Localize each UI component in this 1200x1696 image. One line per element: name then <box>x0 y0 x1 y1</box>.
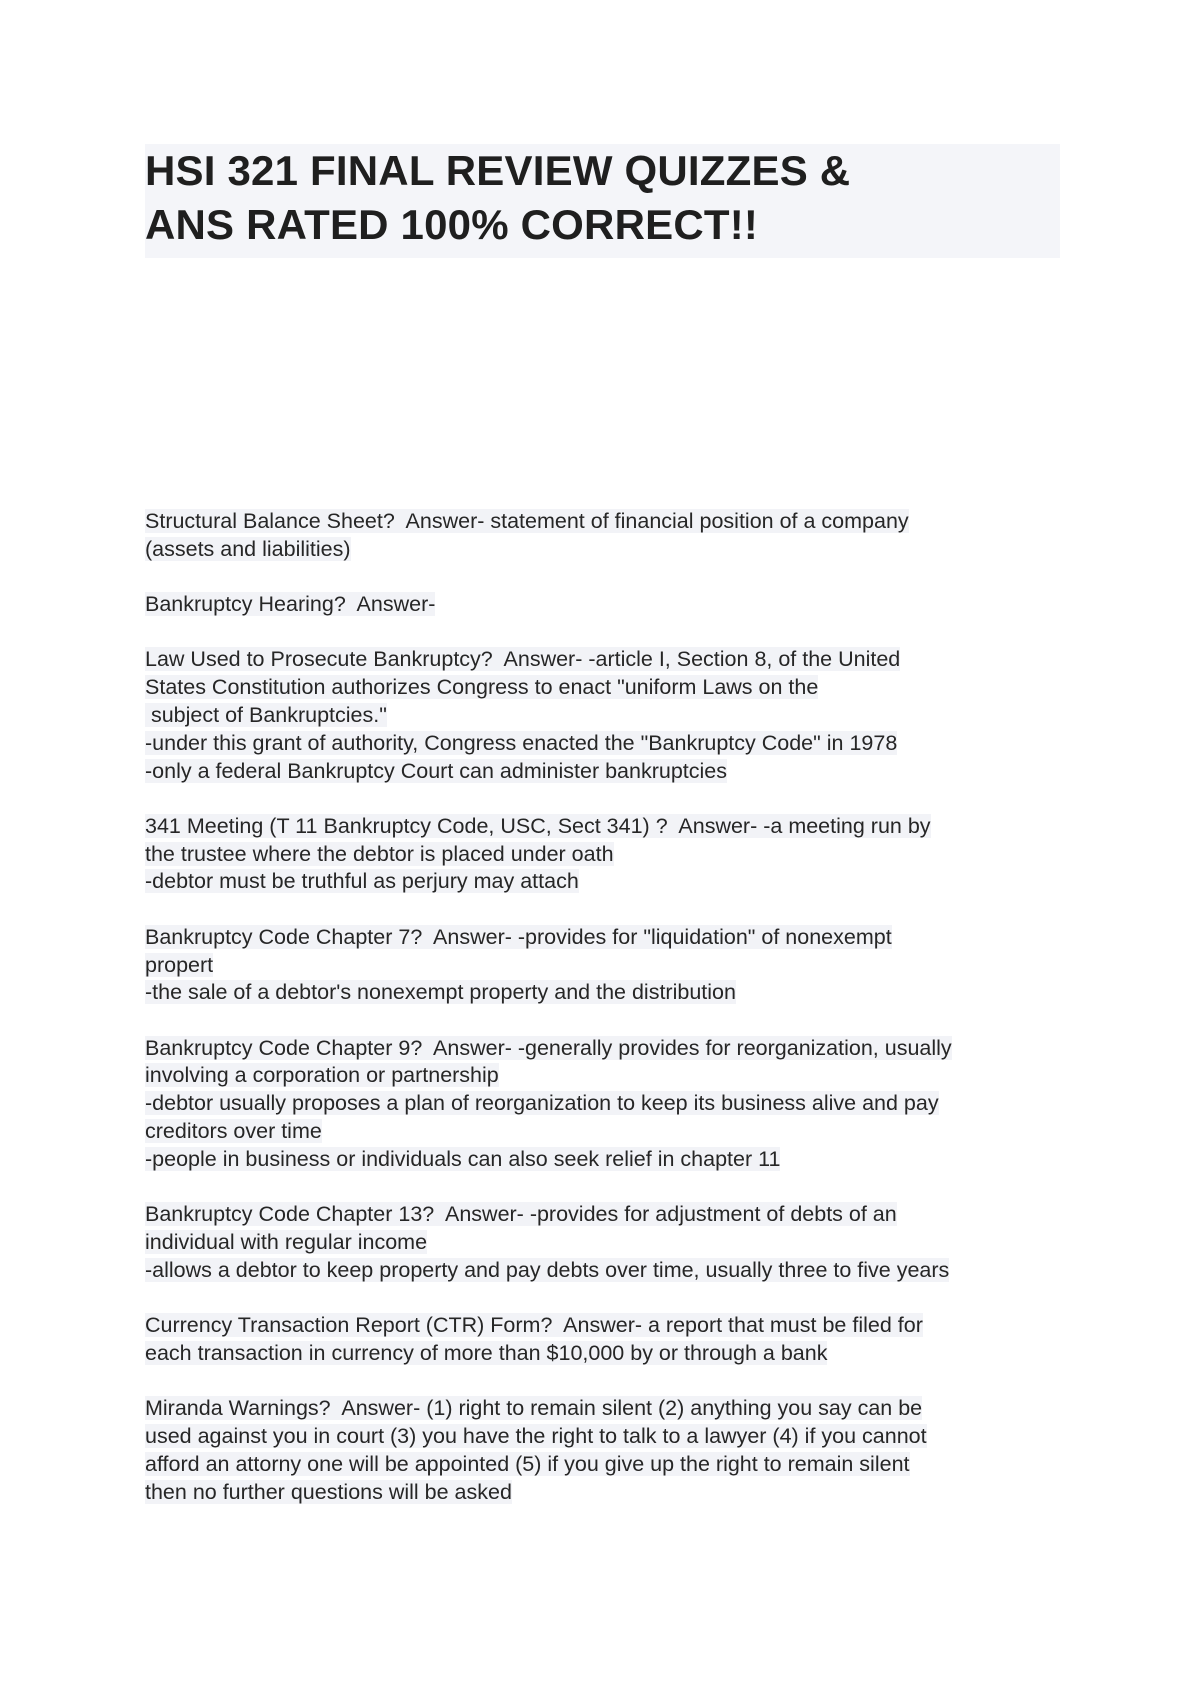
qa-line: States Constitution authorizes Congress to enact "uniform Laws on the <box>145 675 819 700</box>
qa-line: Bankruptcy Hearing? Answer- <box>145 592 436 617</box>
qa-line: Bankruptcy Code Chapter 9? Answer- -generally provides for reorganization, usually <box>145 1035 952 1060</box>
qa-line: afford an attorny one will be appointed (5) if you give up the right to remain silent <box>145 1451 910 1476</box>
qa-line: Law Used to Prosecute Bankruptcy? Answer- -article I, Section 8, of the United <box>145 647 901 672</box>
qa-list <box>145 508 1075 1534</box>
qa-line: -allows a debtor to keep property and pay debts over time, usually three to five years <box>145 1257 950 1282</box>
qa-item-chapter-9 <box>145 1035 1075 1174</box>
qa-line: -people in business or individuals can also seek relief in chapter 11 <box>145 1146 781 1171</box>
qa-item-law-used-to-prosecute <box>145 646 1075 785</box>
qa-line: each transaction in currency of more than $10,000 by or through a bank <box>145 1340 828 1365</box>
qa-line: used against you in court (3) you have the right to talk to a lawyer (4) if you cannot <box>145 1423 927 1448</box>
qa-line: Bankruptcy Code Chapter 7? Answer- -provides for "liquidation" of nonexempt <box>145 924 892 949</box>
page-title <box>145 144 1060 258</box>
qa-line: -debtor usually proposes a plan of reorganization to keep its business alive and pay <box>145 1091 939 1116</box>
qa-line: Currency Transaction Report (CTR) Form? Answer- a report that must be filed for <box>145 1313 923 1338</box>
qa-line: individual with regular income <box>145 1229 428 1254</box>
qa-item-chapter-13 <box>145 1201 1075 1284</box>
qa-line: subject of Bankruptcies." <box>145 702 387 727</box>
qa-item-bankruptcy-hearing <box>145 591 1075 619</box>
qa-line: involving a corporation or partnership <box>145 1063 499 1088</box>
qa-line: 341 Meeting (T 11 Bankruptcy Code, USC, Sect 341) ? Answer- -a meeting run by <box>145 813 931 838</box>
qa-item-chapter-7 <box>145 924 1075 1007</box>
title-line-1: HSI 321 FINAL REVIEW QUIZZES & <box>145 147 851 194</box>
qa-item-341-meeting <box>145 813 1075 896</box>
qa-line: then no further questions will be asked <box>145 1479 512 1504</box>
qa-line: -under this grant of authority, Congress enacted the "Bankruptcy Code" in 1978 <box>145 730 898 755</box>
qa-line: Bankruptcy Code Chapter 13? Answer- -provides for adjustment of debts of an <box>145 1202 897 1227</box>
qa-line: -debtor must be truthful as perjury may attach <box>145 869 579 894</box>
qa-line: the trustee where the debtor is placed under oath <box>145 841 614 866</box>
qa-line: (assets and liabilities) <box>145 536 351 561</box>
qa-item-miranda-warnings <box>145 1395 1075 1506</box>
qa-line: -only a federal Bankruptcy Court can administer bankruptcies <box>145 758 727 783</box>
title-line-2: ANS RATED 100% CORRECT!! <box>145 201 759 248</box>
qa-line: creditors over time <box>145 1119 322 1144</box>
qa-line: propert <box>145 952 214 977</box>
qa-line: Structural Balance Sheet? Answer- statement of financial position of a company <box>145 509 909 533</box>
qa-line: -the sale of a debtor's nonexempt property and the distribution <box>145 980 736 1005</box>
qa-line: Miranda Warnings? Answer- (1) right to remain silent (2) anything you say can be <box>145 1396 923 1421</box>
qa-item-ctr-form <box>145 1312 1075 1368</box>
qa-item-structural-balance-sheet <box>145 508 1075 564</box>
